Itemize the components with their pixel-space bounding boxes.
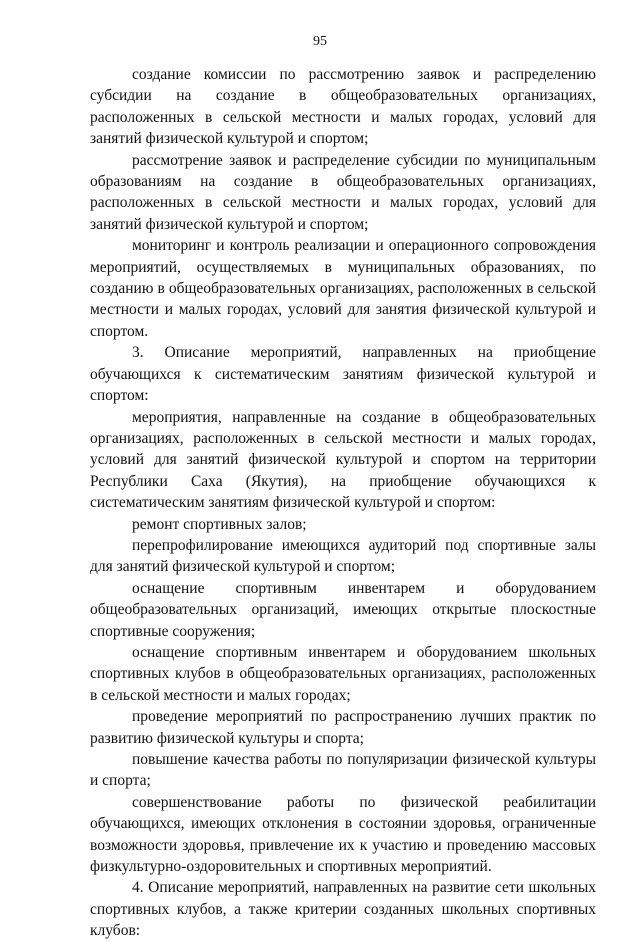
section-paragraph: 3. Описание мероприятий, направленных на приобщение обучающихся к систематическим занятиям физической культурой и спортом: (90, 344, 596, 405)
list-item: оснащение спортивным инвентарем и оборудованием общеобразовательных организаций, имеющих открытые плоскостные спортивные сооружения; (90, 579, 596, 640)
list-item: повышение качества работы по популяризации физической культуры и спорта; (90, 751, 596, 790)
paragraph: создание комиссии по рассмотрению заявок и распределению субсидии на создание в общеобразовательных организациях, расположенных в сельской местности и малых городах, условий для занятий физической культурой и спортом; (90, 66, 596, 148)
list-item: совершенствование работы по физической реабилитации обучающихся, имеющих отклонения в состоянии здоровья, ограниченные возможности здоровья, привлечение их к участию и проведению массовых физкультурно-оздоровительных и спортивных мероприятий. (90, 793, 596, 876)
list-item: проведение мероприятий по распространению лучших практик по развитию физической культуры и спорта; (90, 708, 596, 747)
paragraph: мониторинг и контроль реализации и операционного сопровождения мероприятий, осуществляемых в муниципальных образованиях, по созданию в общеобразовательных организациях, расположенных в сельской местности и малых городах, условий для занятия физической культурой и спортом. (90, 237, 596, 340)
paragraph: мероприятия, направленные на создание в общеобразовательных организациях, расположенных в сельской местности и малых городах, условий для занятий физической культурой и спортом на территории Республики Саха (Якутия), на приобщение обучающихся к систематическим занятиям физической культурой и спортом: (90, 408, 596, 512)
list-item: ремонт спортивных залов; (132, 515, 307, 533)
section-paragraph: 4. Описание мероприятий, направленных на развитие сети школьных спортивных клубов, а также критерии созданных школьных спортивных клубов: (90, 879, 596, 940)
page-number: 95 (313, 34, 327, 49)
document-body (90, 64, 596, 942)
list-item: перепрофилирование имеющихся аудиторий под спортивные залы для занятий физической культурой и спортом; (90, 536, 596, 576)
list-item: оснащение спортивным инвентарем и оборудованием школьных спортивных клубов в общеобразовательных организациях, расположенных в сельской местности и малых городах; (90, 643, 596, 704)
paragraph: рассмотрение заявок и распределение субсидии по муниципальным образованиям на создание в общеобразовательных организациях, расположенных в сельской местности и малых городах, условий для занятий физической культурой и спортом; (90, 151, 596, 233)
